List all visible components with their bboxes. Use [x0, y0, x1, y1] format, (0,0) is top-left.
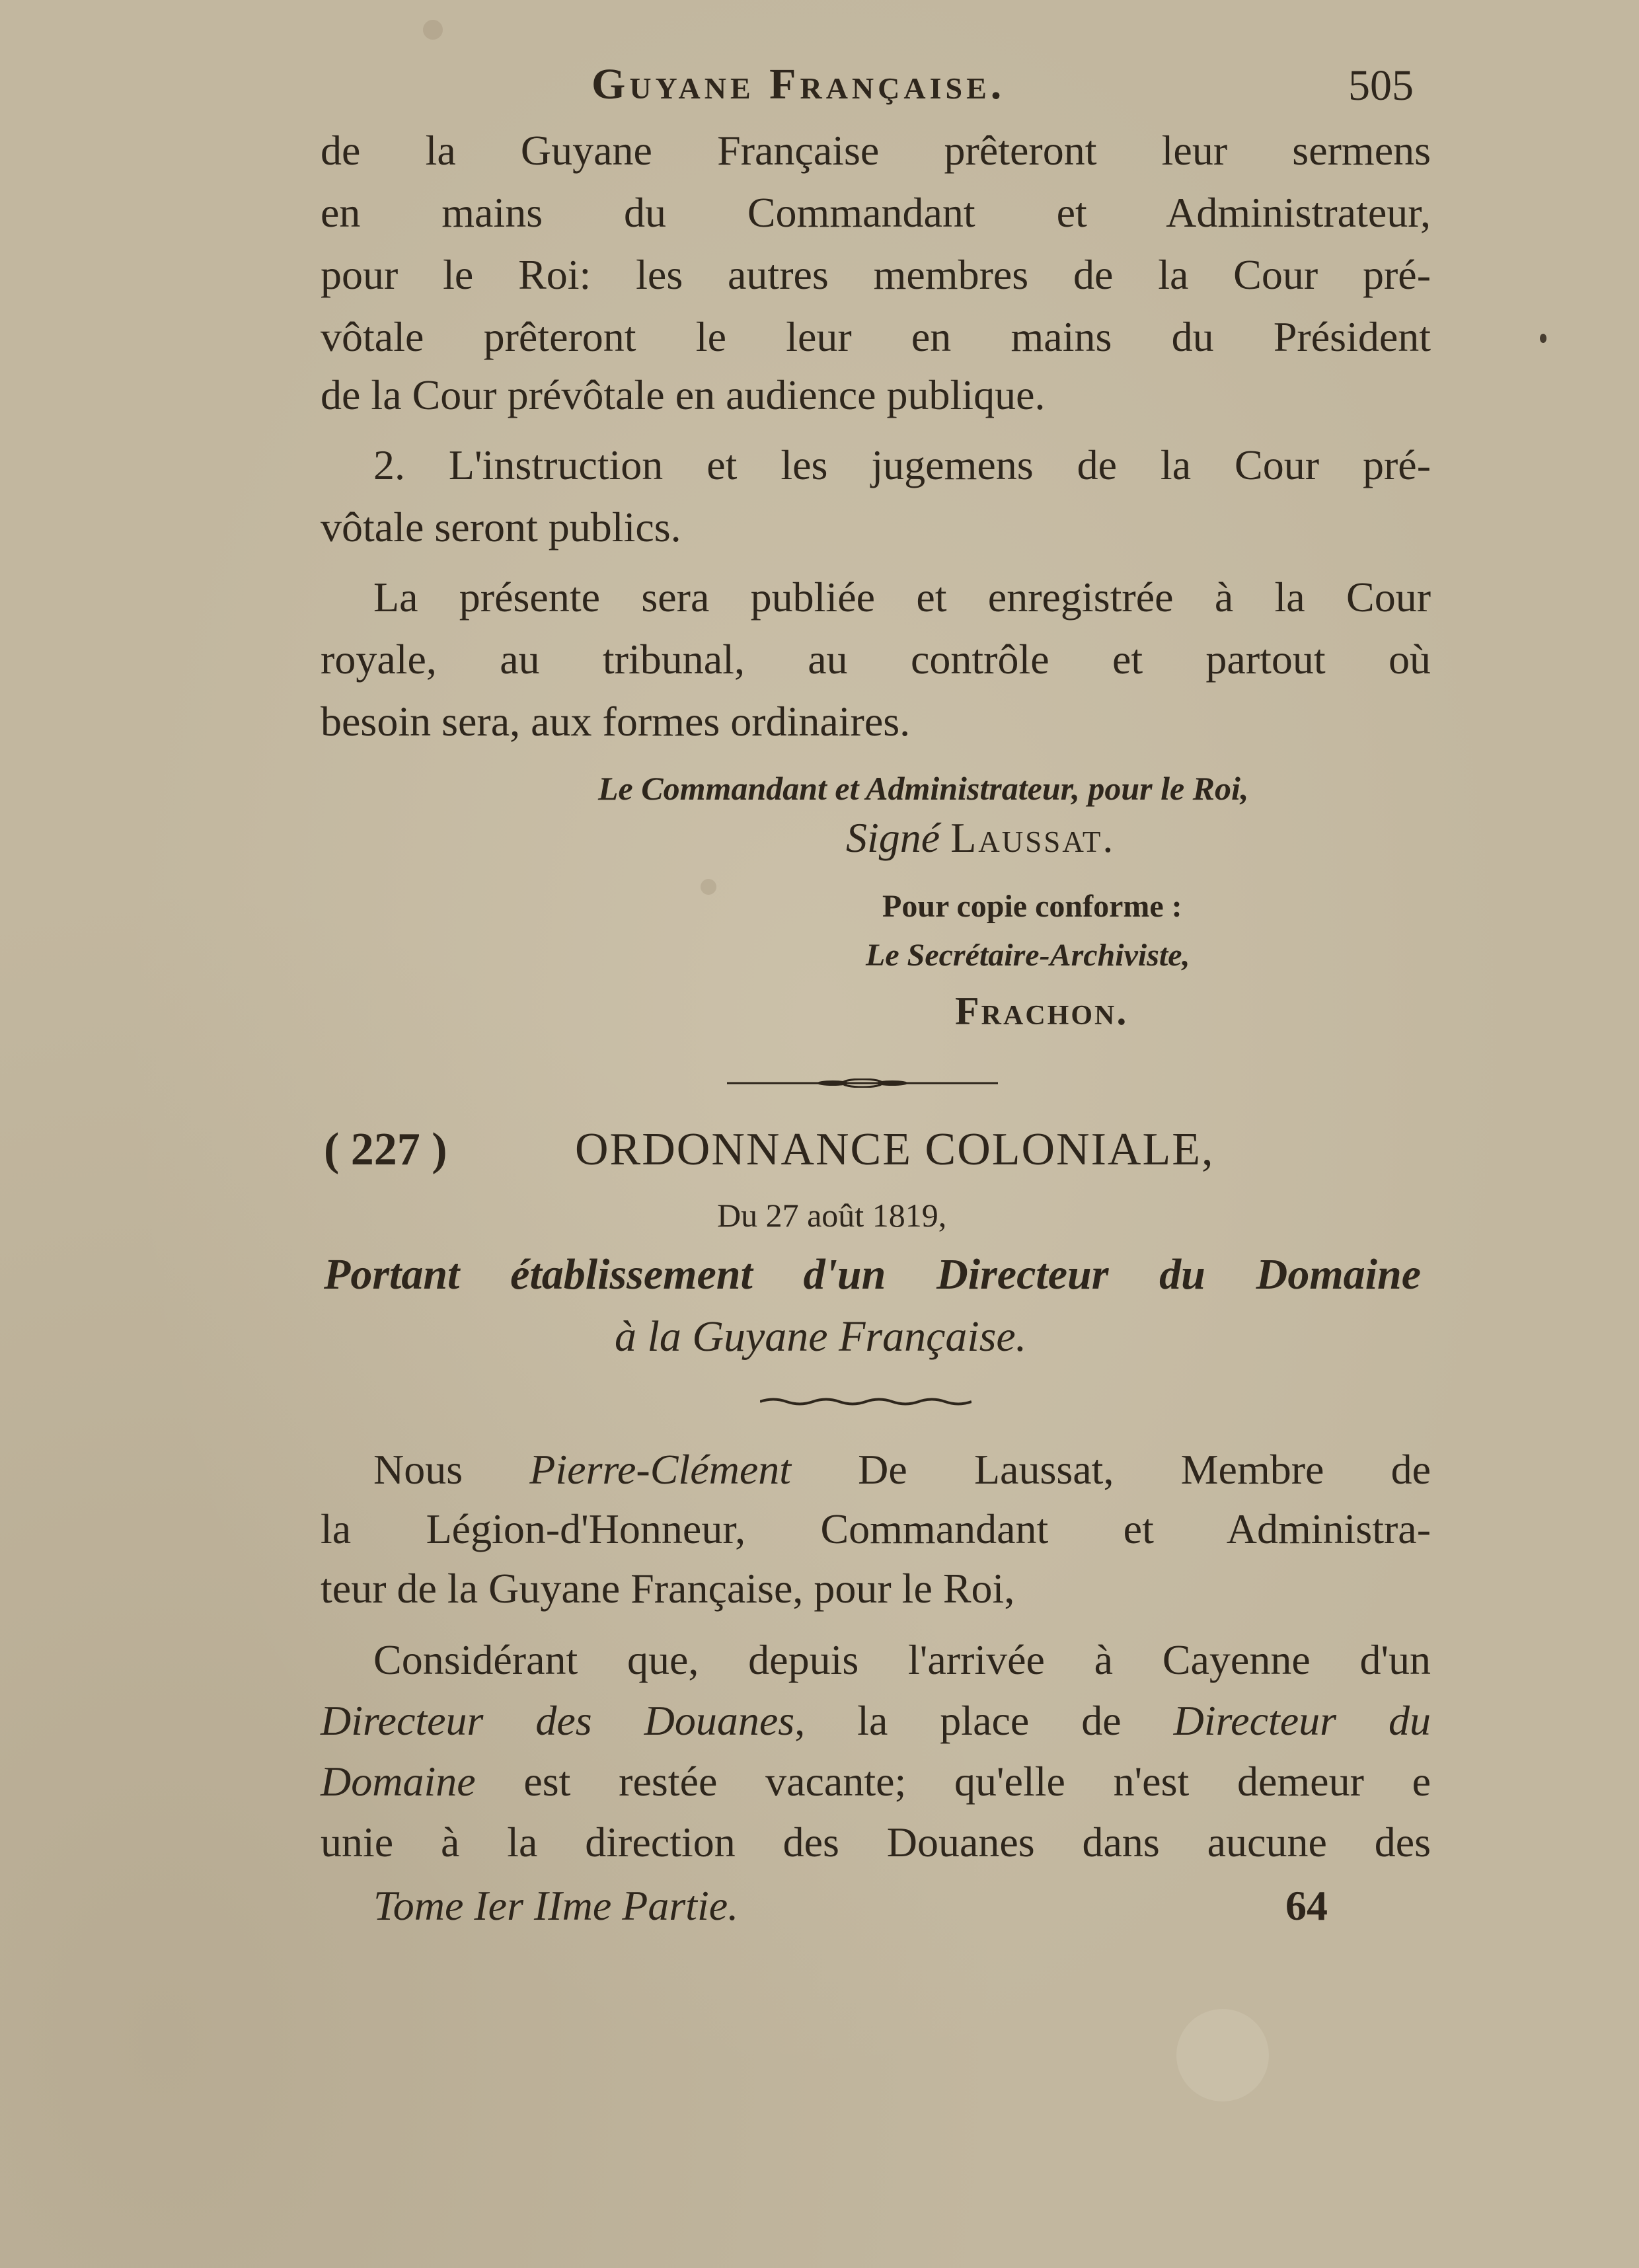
copy-line: Pour copie conforme : [882, 889, 1182, 924]
archivist-name: Frachon. [955, 989, 1129, 1033]
paper-stain [1540, 334, 1546, 343]
sheet-number: 64 [1285, 1882, 1328, 1929]
preamble-line [321, 1565, 1015, 1612]
ordinance-title: ORDONNANCE COLONIALE, [575, 1124, 1215, 1175]
signatory-name [846, 814, 1116, 861]
considerant-text: , la place de [794, 1697, 1174, 1744]
preamble-line [321, 1505, 1431, 1552]
considerant-line [321, 1760, 1431, 1803]
considerant-line [373, 1636, 1431, 1683]
ordinance-subtitle: à la Guyane Française. [615, 1312, 1027, 1361]
paper-stain [1176, 2009, 1269, 2101]
considerant-italic: Directeur des Douanes [321, 1697, 795, 1744]
wavy-ornament [760, 1397, 972, 1406]
preamble-text: De Laussat, Membre de [791, 1446, 1431, 1493]
body-line: vôtale prêteront le leur en mains du Président [321, 313, 1431, 360]
paper-stain [701, 879, 716, 895]
considerant-italic: Domaine [321, 1758, 476, 1805]
closing-line: royale, au tribunal, au contrôle et partout où [321, 636, 1431, 683]
considerant-italic: Directeur du [1173, 1697, 1431, 1744]
preamble-name: Pierre-Clément [529, 1446, 792, 1493]
signe-name: Laussat. [950, 814, 1116, 861]
archivist-title: Le Secrétaire-Archiviste, [866, 938, 1190, 973]
considerant-text: Considérant que, depuis l'arrivée à Cayenne d'un [373, 1636, 1431, 1683]
ornamental-rule [727, 1078, 998, 1088]
paper-stain [423, 20, 443, 40]
signatory-title: Le Commandant et Administrateur, pour le Roi, [598, 770, 1249, 807]
body-line: pour le Roi: les autres membres de la Cour pré- [321, 251, 1431, 298]
page-number: 505 [1348, 61, 1414, 110]
considerant-line [321, 1821, 1431, 1864]
preamble-text: Nous [373, 1446, 530, 1493]
preamble-text: la Légion-d'Honneur, Commandant et Administra- [321, 1505, 1431, 1552]
body-line: en mains du Commandant et Administrateur, [321, 189, 1431, 236]
considerant-text: est restée vacante; qu'elle n'est demeur e [475, 1758, 1431, 1805]
body-line: de la Cour prévôtale en audience publique. [321, 371, 1046, 418]
preamble-line [373, 1446, 1431, 1493]
considerant-text: unie à la direction des Douanes dans aucune des [321, 1819, 1431, 1866]
considerant-line [321, 1697, 1431, 1744]
closing-line: La présente sera publiée et enregistrée à la Cour [373, 574, 1431, 621]
signe-prefix: Signé [846, 814, 940, 861]
signature-mark: Tome Ier IIme Partie. [373, 1882, 739, 1929]
article-line: vôtale seront publics. [321, 504, 681, 550]
closing-line: besoin sera, aux formes ordinaires. [321, 698, 911, 745]
ordinance-number: ( 227 ) [324, 1124, 447, 1175]
preamble-text: teur de la Guyane Française, pour le Roi, [321, 1565, 1015, 1612]
article-line: 2. L'instruction et les jugemens de la Cour pré- [373, 441, 1431, 488]
ordinance-subtitle: Portant établissement d'un Directeur du Domaine [324, 1250, 1421, 1299]
body-line: de la Guyane Française prêteront leur sermens [321, 127, 1431, 174]
ordinance-date: Du 27 août 1819, [717, 1197, 947, 1234]
running-title: Guyane Française. [591, 60, 1006, 108]
